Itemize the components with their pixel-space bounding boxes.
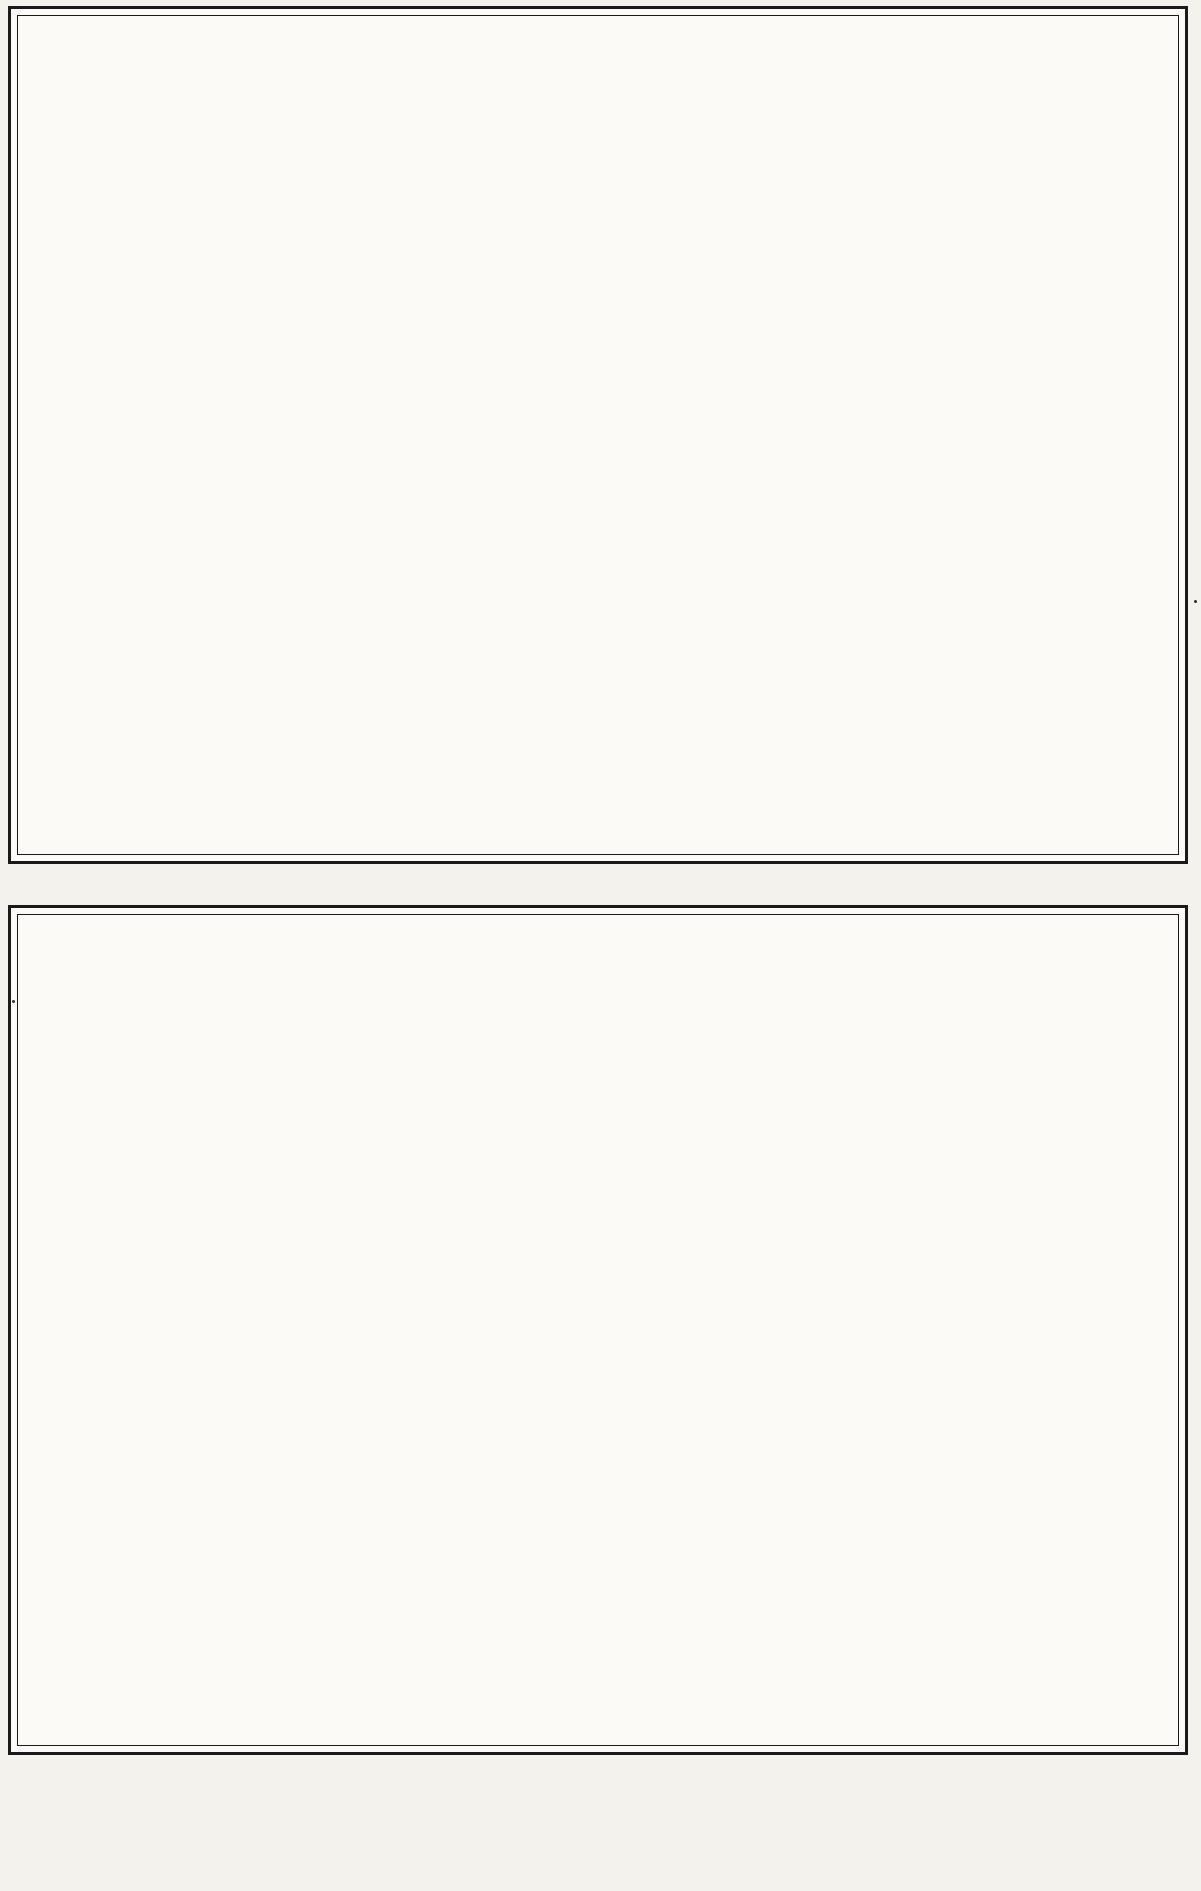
- top-page-columns: [17, 15, 1179, 855]
- bottom-page-panel: [8, 905, 1188, 1755]
- top-page-panel: [8, 6, 1188, 864]
- bottom-page-columns: [17, 914, 1179, 1746]
